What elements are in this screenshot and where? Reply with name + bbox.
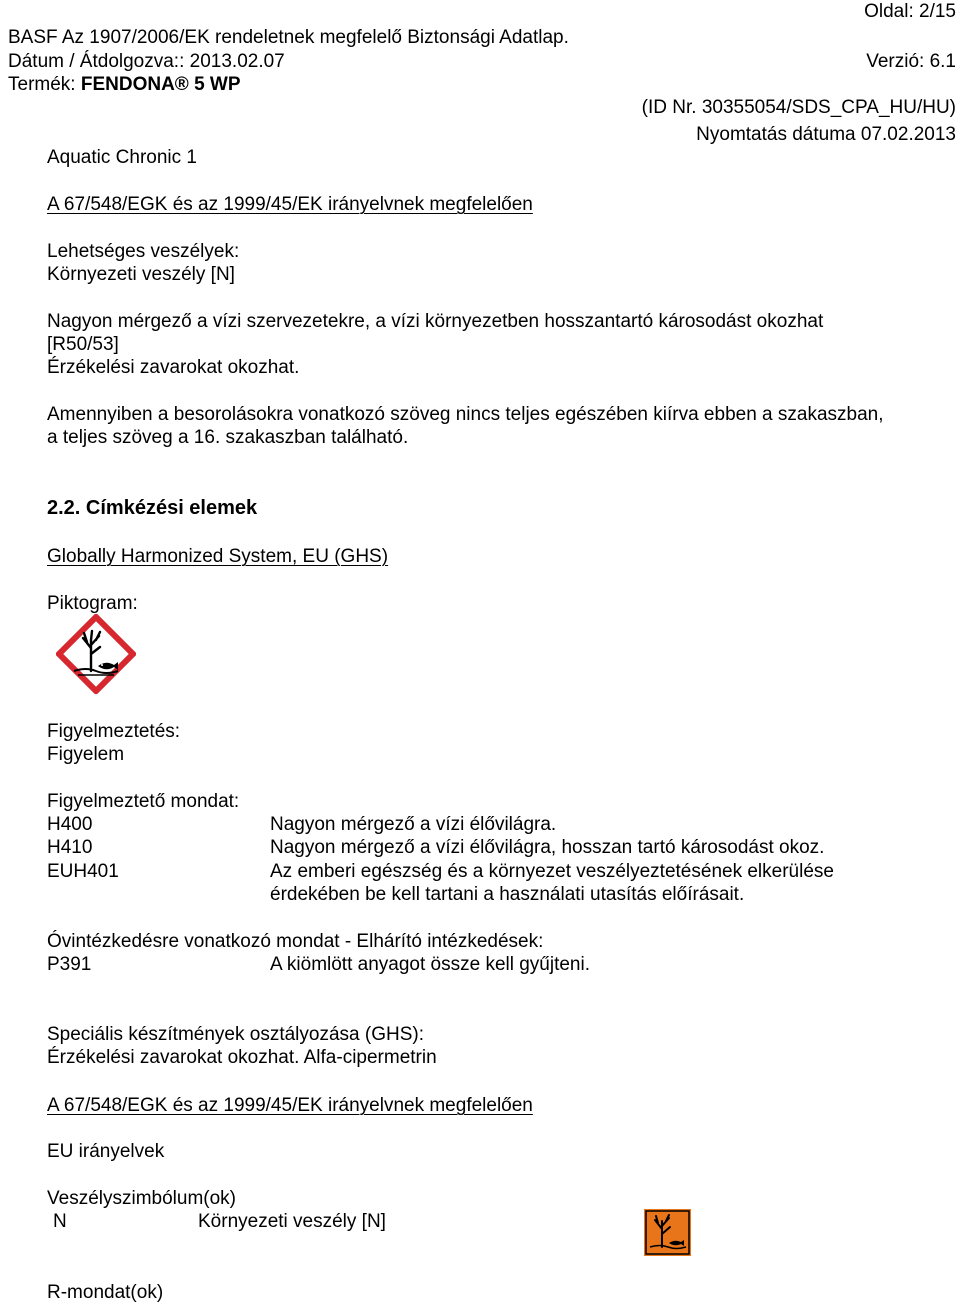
note-line-2: a teljes szöveg a 16. szakaszban található. — [47, 427, 409, 448]
possible-hazards-label: Lehetséges veszélyek: — [47, 241, 240, 262]
section-title: 2.2. Címkézési elemek — [47, 497, 258, 519]
precaution-text: A kiömlött anyagot össze kell gyűjteni. — [270, 954, 591, 975]
hazard-text-euh401-cont: érdekében be kell tartani a használati utasítás előírásait. — [270, 884, 745, 905]
aquatic-classification: Aquatic Chronic 1 — [47, 147, 197, 168]
eu-directives-label: EU irányelvek — [47, 1141, 165, 1162]
symbol-text: Környezeti veszély [N] — [198, 1211, 386, 1232]
hazard-code-euh401: EUH401 — [47, 861, 119, 882]
eu-directive-heading: A 67/548/EGK és az 1999/45/EK irányelvnek megfelelően — [47, 1095, 533, 1116]
eu-n-symbol — [644, 1209, 691, 1256]
product-name: FENDONA® 5 WP — [80, 74, 241, 95]
hazard-code-h400: H400 — [47, 814, 93, 835]
print-date: Nyomtatás dátuma 07.02.2013 — [696, 124, 956, 145]
revision-date: Dátum / Átdolgozva:: 2013.02.07 — [8, 51, 285, 72]
signal-word-label: Figyelmeztetés: — [47, 721, 181, 742]
product-line — [8, 75, 241, 94]
version: Verzió: 6.1 — [866, 51, 956, 72]
page-number: Oldal: 2/15 — [864, 1, 956, 22]
hazard-text-euh401: Az emberi egészség és a környezet veszélyeztetésének elkerülése — [270, 861, 834, 882]
special-classification-value: Érzékelési zavarokat okozhat. Alfa-cipermetrin — [47, 1047, 437, 1068]
eu-n-dangerous-for-environment-icon — [644, 1209, 691, 1256]
directive-heading: A 67/548/EGK és az 1999/45/EK irányelvnek megfelelően — [47, 194, 533, 215]
ghs-heading: Globally Harmonized System, EU (GHS) — [47, 546, 389, 567]
product-prefix: Termék: — [8, 74, 81, 95]
symbol-code: N — [53, 1211, 67, 1232]
r-text-line-2: [R50/53] — [47, 334, 119, 355]
hazard-symbols-label: Veszélyszimbólum(ok) — [47, 1188, 236, 1209]
special-classification-label: Speciális készítmények osztályozása (GHS): — [47, 1024, 424, 1045]
note-line-1: Amennyiben a besorolásokra vonatkozó szöveg nincs teljes egészében kiírva ebben a szakaszban, — [47, 404, 884, 425]
hazard-text-h410: Nagyon mérgező a vízi élővilágra, hosszan tartó károsodást okoz. — [270, 837, 825, 858]
document-title: BASF Az 1907/2006/EK rendeletnek megfelelő Biztonsági Adatlap. — [8, 27, 569, 48]
precaution-label: Óvintézkedésre vonatkozó mondat - Elhárító intézkedések: — [47, 931, 544, 952]
possible-hazards-value: Környezeti veszély [N] — [47, 264, 235, 285]
hazard-text-h400: Nagyon mérgező a vízi élővilágra. — [270, 814, 557, 835]
hazard-statements-label: Figyelmeztető mondat: — [47, 791, 240, 812]
document-id: (ID Nr. 30355054/SDS_CPA_HU/HU) — [641, 97, 956, 118]
precaution-code: P391 — [47, 954, 92, 975]
hazard-code-h410: H410 — [47, 837, 93, 858]
r-phrases-label: R-mondat(ok) — [47, 1282, 164, 1303]
r-text-line-3: Érzékelési zavarokat okozhat. — [47, 357, 300, 378]
ghs09-environment-pictogram — [56, 614, 136, 694]
ghs09-environment-icon — [56, 614, 136, 694]
r-text-line-1: Nagyon mérgező a vízi szervezetekre, a vízi környezetben hosszantartó károsodást okozhat — [47, 311, 824, 332]
pictogram-label: Piktogram: — [47, 593, 138, 614]
signal-word-value: Figyelem — [47, 744, 125, 765]
